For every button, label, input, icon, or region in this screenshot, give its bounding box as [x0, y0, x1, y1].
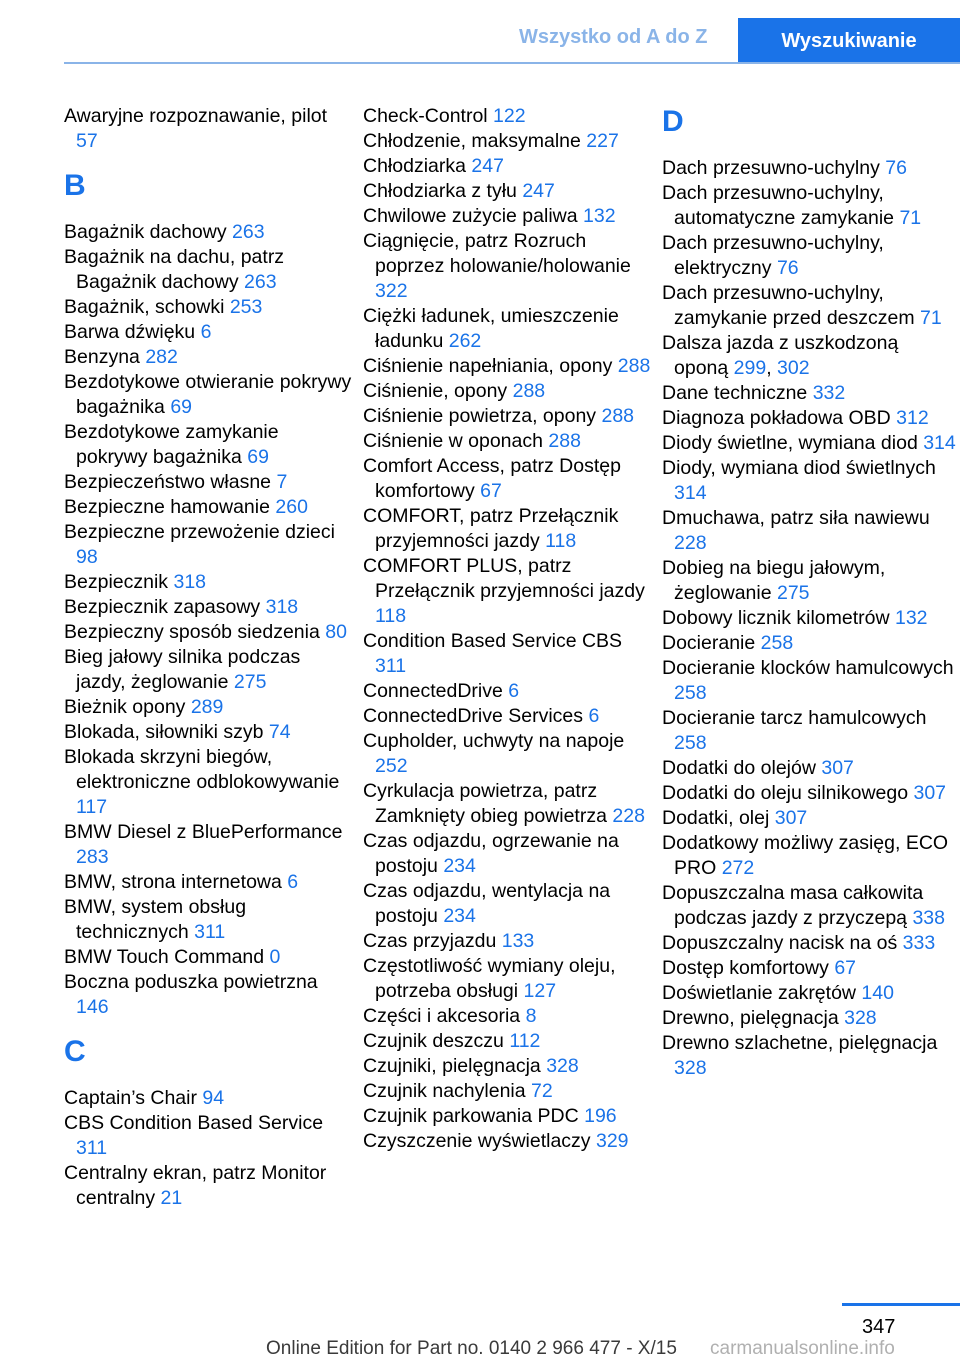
page-link[interactable]: 307 — [913, 782, 947, 804]
index-entry — [363, 404, 653, 429]
index-entry — [662, 881, 956, 931]
index-letter-heading: D — [662, 105, 684, 138]
index-entry — [64, 220, 354, 245]
index-entry — [662, 281, 956, 331]
index-entry-term: Bagażnik na dachu, patrz Bagażnik dachowy — [64, 246, 285, 293]
page-link[interactable]: 6 — [588, 705, 600, 727]
index-entry — [662, 181, 956, 231]
index-entry — [363, 879, 653, 929]
page-link[interactable]: 258 — [760, 632, 794, 654]
index-entry — [662, 506, 956, 556]
index-entry — [363, 629, 653, 679]
index-entry-term: Cyrkulacja powietrza, patrz Zamknięty obieg powietrza — [363, 780, 613, 827]
index-entry-term: Czas przyjazdu — [363, 930, 502, 952]
page-link[interactable]: 299 — [733, 357, 767, 379]
index-entry-term: Captain’s Chair — [64, 1087, 203, 1109]
page-link[interactable]: 234 — [443, 855, 476, 877]
index-entry-term: Czujnik nachylenia — [363, 1080, 532, 1102]
page-link[interactable]: 122 — [493, 105, 526, 127]
page-link[interactable]: 312 — [896, 407, 929, 429]
index-entry — [662, 431, 956, 456]
index-entry — [363, 1004, 653, 1029]
index-entry — [64, 370, 354, 420]
index-entry-term: Chłodziarka z tyłu — [363, 180, 523, 202]
page-link[interactable]: 318 — [173, 571, 207, 593]
index-entry-term: Chłodzenie, maksymalne — [363, 130, 587, 152]
index-entry — [64, 1111, 354, 1161]
page-link[interactable]: 76 — [885, 157, 907, 179]
page-link[interactable]: 132 — [583, 205, 616, 227]
index-entry — [662, 706, 956, 756]
index-entry — [363, 229, 653, 304]
page-link[interactable]: 6 — [287, 871, 299, 893]
page-link[interactable]: 307 — [821, 757, 854, 779]
page-link[interactable]: 283 — [76, 846, 109, 868]
page-link[interactable]: 311 — [76, 1137, 108, 1159]
index-entry-term: Dodatki do olejów — [662, 757, 822, 779]
index-entry — [363, 104, 653, 129]
index-entry-term: Czujniki, pielęgnacja — [363, 1055, 547, 1077]
page-link[interactable]: 329 — [595, 1130, 629, 1152]
page-link[interactable]: 311 — [194, 921, 226, 943]
page-link[interactable]: 288 — [512, 380, 546, 402]
index-entry — [64, 720, 354, 745]
index-entry — [363, 1054, 653, 1079]
index-entry-term: Bezdotykowe otwieranie pokrywy bagażnika — [64, 371, 352, 418]
index-entry-term: Dobowy licznik kilometrów — [662, 607, 895, 629]
index-entry-term: Bagażnik, schowki — [64, 296, 230, 318]
header-rule — [64, 62, 960, 64]
index-entry — [662, 656, 956, 706]
page-link[interactable]: 333 — [902, 932, 936, 954]
page-link[interactable]: 247 — [522, 180, 555, 202]
page-link[interactable]: 258 — [674, 732, 707, 754]
page-link[interactable]: 127 — [523, 980, 557, 1002]
index-entry-term: Dach przesuwno-uchylny — [662, 157, 886, 179]
index-entry — [363, 129, 653, 154]
index-entry-term: Drewno, pielęgnacja — [662, 1007, 845, 1029]
index-entry-term: COMFORT, patrz Przełącznik przyjemności jazdy — [363, 505, 619, 552]
index-entry — [64, 745, 354, 820]
index-entry — [363, 204, 653, 229]
edition-footer: Online Edition for Part no. 0140 2 966 477 - X/15 — [266, 1338, 677, 1359]
page-link[interactable]: 275 — [233, 671, 267, 693]
page-link[interactable]: 118 — [375, 605, 407, 627]
index-entry-term: Bezpieczne hamowanie — [64, 496, 276, 518]
index-entry-term: Częstotliwość wymiany oleju, potrzeba obsługi — [363, 955, 616, 1002]
index-entry-term: COMFORT PLUS, patrz Przełącznik przyjemności jazdy — [363, 555, 645, 602]
page-link[interactable]: 288 — [601, 405, 635, 427]
page-link[interactable]: 263 — [232, 221, 265, 243]
page-link[interactable]: 94 — [202, 1087, 225, 1109]
page-link[interactable]: 227 — [586, 130, 619, 152]
index-entry — [64, 945, 354, 970]
index-entry — [662, 556, 956, 606]
index-entry-term: Comfort Access, patrz Dostęp komfortowy — [363, 455, 621, 502]
index-entry-term: Bezdotykowe zamykanie pokrywy bagażnika — [64, 421, 279, 468]
index-entry-term: Czujnik deszczu — [363, 1030, 510, 1052]
index-entry — [662, 456, 956, 506]
index-entry-term: Dopuszczalny nacisk na oś — [662, 932, 903, 954]
index-entry — [662, 231, 956, 281]
index-letter-heading: B — [64, 169, 86, 202]
index-entry — [64, 1086, 354, 1111]
index-entry — [662, 806, 956, 831]
index-entry-term: Docieranie tarcz hamulcowych — [662, 707, 927, 729]
page-link[interactable]: 328 — [546, 1055, 579, 1077]
index-column-1 — [64, 104, 354, 1211]
page-link[interactable]: 252 — [375, 755, 408, 777]
index-entry-term: Ciśnienie w oponach — [363, 430, 549, 452]
page-link[interactable]: 258 — [674, 682, 707, 704]
page-link[interactable]: 69 — [170, 396, 193, 418]
page-link[interactable]: 71 — [920, 307, 942, 329]
index-entry — [662, 631, 956, 656]
index-entry-term: Ciśnienie, opony — [363, 380, 513, 402]
index-entry-term: Bezpieczeństwo własne — [64, 471, 277, 493]
page-link[interactable]: 76 — [776, 257, 799, 279]
index-entry-term: Ciśnienie napełniania, opony — [363, 355, 618, 377]
index-entry — [662, 931, 956, 956]
index-entry — [64, 970, 354, 1020]
page-link[interactable]: 314 — [674, 482, 707, 504]
index-entry — [363, 704, 653, 729]
page-link[interactable]: 234 — [443, 905, 476, 927]
page-link[interactable]: 318 — [265, 596, 299, 618]
index-entry-term: BMW, strona internetowa — [64, 871, 288, 893]
page-link[interactable]: 228 — [612, 805, 645, 827]
index-entry-term: Czas odjazdu, wentylacja na postoju — [363, 880, 611, 927]
index-column-2 — [363, 104, 653, 1154]
page-link[interactable]: 247 — [471, 155, 504, 177]
active-section-tab[interactable]: Wyszukiwanie — [738, 18, 960, 62]
page-link[interactable]: 282 — [145, 346, 178, 368]
page-link[interactable]: 275 — [776, 582, 810, 604]
index-entry — [363, 379, 653, 404]
index-entry — [64, 345, 354, 370]
index-entry — [64, 420, 354, 470]
index-entry-term: Bieg jałowy silnika podczas jazdy, żeglowanie — [64, 646, 301, 693]
index-entry-term: Docieranie klocków hamulcowych — [662, 657, 954, 679]
index-entry-term: Barwa dźwięku — [64, 321, 201, 343]
page-link[interactable]: 71 — [899, 207, 922, 229]
page-link[interactable]: 0 — [269, 946, 281, 968]
page-link[interactable]: 6 — [508, 680, 520, 702]
index-entry-term: Czyszczenie wyświetlaczy — [363, 1130, 596, 1152]
page-link[interactable]: 146 — [76, 996, 109, 1018]
page-link[interactable]: 74 — [268, 721, 291, 743]
index-entry — [363, 179, 653, 204]
index-entry-term: BMW, system obsług technicznych — [64, 896, 247, 943]
index-entry-term: Czujnik parkowania PDC — [363, 1105, 585, 1127]
index-entry-term: Diagnoza pokładowa OBD — [662, 407, 897, 429]
page-link[interactable]: 314 — [923, 432, 956, 454]
page-link[interactable]: 288 — [548, 430, 581, 452]
index-entry — [64, 595, 354, 620]
index-entry — [363, 829, 653, 879]
index-entry-term: Bezpiecznik zapasowy — [64, 596, 266, 618]
page-link[interactable]: 253 — [229, 296, 263, 318]
page-link[interactable]: 228 — [674, 532, 707, 554]
index-entry — [64, 820, 354, 870]
index-entry — [363, 1104, 653, 1129]
index-entry-term: Dalsza jazda z uszkodzoną oponą — [662, 332, 899, 379]
index-entry-term: Bagażnik dachowy — [64, 221, 233, 243]
index-entry-term: Dopuszczalna masa całkowita podczas jazdy z przyczepą — [662, 882, 924, 929]
page-number: 347 — [862, 1316, 896, 1338]
page-link[interactable]: 272 — [721, 857, 755, 879]
index-entry-term: Check-Control — [363, 105, 494, 127]
page-link[interactable]: 118 — [545, 530, 577, 552]
index-entry-term: Czas odjazdu, ogrzewanie na postoju — [363, 830, 619, 877]
index-entry — [662, 956, 956, 981]
page-link[interactable]: 6 — [200, 321, 212, 343]
index-entry-term: Blokada skrzyni biegów, elektroniczne odblokowywanie — [64, 746, 340, 793]
page-header — [0, 0, 960, 64]
page-link[interactable]: 7 — [276, 471, 288, 493]
page-link[interactable]: 262 — [448, 330, 482, 352]
index-entry-term: ConnectedDrive Services — [363, 705, 589, 727]
index-entry — [363, 954, 653, 1004]
index-entry-term: Dach przesuwno-uchylny, zamykanie przed deszczem — [662, 282, 921, 329]
index-entry-term: Części i akcesoria — [363, 1005, 526, 1027]
page-link[interactable]: 302 — [777, 357, 810, 379]
index-entry-term: CBS Condition Based Service — [64, 1112, 324, 1134]
page-link[interactable]: 260 — [275, 496, 308, 518]
index-entry — [64, 104, 354, 154]
page-link[interactable]: 311 — [375, 655, 407, 677]
index-entry — [64, 520, 354, 570]
index-entry — [662, 781, 956, 806]
page-link[interactable]: 8 — [525, 1005, 537, 1027]
page-link[interactable]: 338 — [912, 907, 945, 929]
page-link[interactable]: 132 — [894, 607, 928, 629]
index-entry — [64, 895, 354, 945]
index-entry-term: Dane techniczne — [662, 382, 813, 404]
index-entry-term: Ciężki ładunek, umieszczenie ładunku — [363, 305, 619, 352]
index-entry-term: Dostęp komfortowy — [662, 957, 835, 979]
index-entry-term: BMW Touch Command — [64, 946, 270, 968]
index-entry — [363, 679, 653, 704]
index-entry — [363, 779, 653, 829]
page-link[interactable]: 80 — [325, 621, 347, 643]
index-entry — [662, 381, 956, 406]
footer-rule — [842, 1303, 960, 1306]
index-entry — [662, 606, 956, 631]
page-link[interactable]: 21 — [160, 1187, 183, 1209]
index-entry — [64, 295, 354, 320]
index-entry-term: Diody, wymiana diod świetlnych — [662, 457, 936, 479]
index-entry-term: Boczna poduszka powietrzna — [64, 971, 318, 993]
index-entry — [363, 1079, 653, 1104]
index-entry — [363, 429, 653, 454]
page-link[interactable]: 133 — [501, 930, 535, 952]
index-entry-term: Dodatkowy możliwy zasięg, ECO PRO — [662, 832, 949, 879]
index-entry-term: Dodatki do oleju silnikowego — [662, 782, 914, 804]
index-entry-term: Ciągnięcie, patrz Rozruch poprzez holowanie/holowanie — [363, 230, 631, 277]
index-entry — [64, 570, 354, 595]
page-link[interactable]: 322 — [375, 280, 408, 302]
index-entry-term: Dach przesuwno-uchylny, elektryczny — [662, 232, 884, 279]
index-entry — [363, 304, 653, 354]
page-separator: , — [766, 357, 778, 379]
page-link[interactable]: 307 — [774, 807, 808, 829]
index-entry — [363, 1129, 653, 1154]
index-entry-term: Dach przesuwno-uchylny, automatyczne zamykanie — [662, 182, 900, 229]
index-entry — [64, 470, 354, 495]
index-entry — [64, 645, 354, 695]
index-entry — [662, 1031, 956, 1081]
index-entry-term: Chwilowe zużycie paliwa — [363, 205, 584, 227]
page-link[interactable]: 332 — [812, 382, 846, 404]
index-entry — [363, 354, 653, 379]
index-entry — [363, 504, 653, 554]
index-entry-term: Bezpiecznik — [64, 571, 174, 593]
index-entry — [662, 831, 956, 881]
page-link[interactable]: 57 — [76, 130, 98, 152]
index-entry-term: Awaryjne rozpoznawanie, pilot — [64, 105, 328, 127]
page-link[interactable]: 98 — [76, 546, 98, 568]
index-entry — [363, 554, 653, 629]
page-link[interactable]: 328 — [844, 1007, 877, 1029]
index-entry-term: Condition Based Service CBS — [363, 630, 623, 652]
page-link[interactable]: 67 — [834, 957, 857, 979]
index-entry — [662, 406, 956, 431]
page-link[interactable]: 117 — [76, 796, 108, 818]
index-entry — [662, 1006, 956, 1031]
index-entry — [363, 929, 653, 954]
section-tab[interactable]: Wszystko od A do Z — [519, 26, 708, 48]
index-entry — [64, 495, 354, 520]
index-entry — [662, 156, 956, 181]
watermark: carmanualsonline.info — [710, 1338, 895, 1359]
page-link[interactable]: 67 — [480, 480, 502, 502]
index-entry-term: Docieranie — [662, 632, 761, 654]
index-entry-term: Bezpieczny sposób siedzenia — [64, 621, 326, 643]
index-entry-term: Benzyna — [64, 346, 146, 368]
index-entry — [363, 1029, 653, 1054]
index-entry — [662, 756, 956, 781]
index-entry-term: Chłodziarka — [363, 155, 472, 177]
page-link[interactable]: 69 — [247, 446, 269, 468]
page-link[interactable]: 72 — [531, 1080, 553, 1102]
index-entry-term: Dmuchawa, patrz siła nawiewu — [662, 507, 930, 529]
index-entry-term: Diody świetlne, wymiana diod — [662, 432, 924, 454]
page-link[interactable]: 112 — [509, 1030, 541, 1052]
index-entry — [363, 454, 653, 504]
index-entry — [363, 154, 653, 179]
index-entry-term: Centralny ekran, patrz Monitor centralny — [64, 1162, 327, 1209]
index-entry-term: Bezpieczne przewożenie dzieci — [64, 521, 335, 543]
index-entry — [64, 620, 354, 645]
index-entry — [64, 320, 354, 345]
index-column-3 — [662, 104, 956, 1081]
index-entry — [662, 981, 956, 1006]
index-entry — [64, 1161, 354, 1211]
page-link[interactable]: 196 — [584, 1105, 617, 1127]
page-link[interactable]: 263 — [244, 271, 277, 293]
index-entry — [64, 695, 354, 720]
index-entry-term: BMW Diesel z BluePerformance — [64, 821, 343, 843]
index-entry-term: Cupholder, uchwyty na napoje — [363, 730, 625, 752]
index-entry — [662, 331, 956, 381]
index-entry-term: Bieżnik opony — [64, 696, 191, 718]
index-entry — [64, 245, 354, 295]
index-entry-term: Dodatki, olej — [662, 807, 775, 829]
index-entry-term: Dobieg na biegu jałowym, żeglowanie — [662, 557, 886, 604]
page-link[interactable]: 140 — [861, 982, 894, 1004]
index-entry-term: Blokada, siłowniki szyb — [64, 721, 269, 743]
index-entry-term: Ciśnienie powietrza, opony — [363, 405, 602, 427]
index-letter-heading: C — [64, 1035, 86, 1068]
index-entry-term: Drewno szlachetne, pielęgnacja — [662, 1032, 938, 1054]
index-entry — [64, 870, 354, 895]
page-link[interactable]: 328 — [674, 1057, 707, 1079]
page-link[interactable]: 289 — [190, 696, 224, 718]
index-entry — [363, 729, 653, 779]
index-entry-term: Doświetlanie zakrętów — [662, 982, 862, 1004]
page-link[interactable]: 288 — [617, 355, 651, 377]
index-entry-term: ConnectedDrive — [363, 680, 509, 702]
